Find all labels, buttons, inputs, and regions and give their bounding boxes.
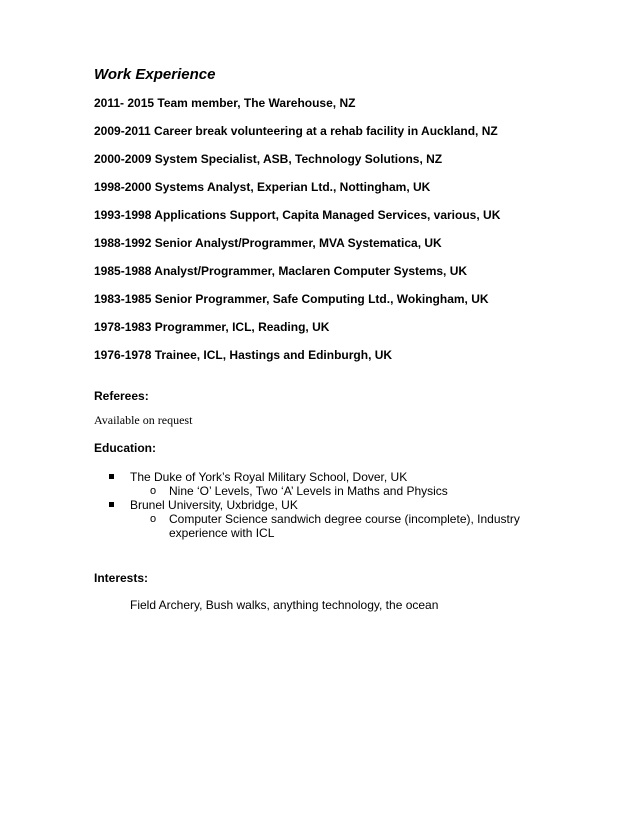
education-detail-list (130, 484, 554, 498)
work-experience-item: 2011- 2015 Team member, The Warehouse, NZ (94, 96, 356, 110)
work-experience-item: 1985-1988 Analyst/Programmer, Maclaren Computer Systems, UK (94, 264, 468, 278)
education-detail-text: Computer Science sandwich degree course (incomplete), Industry experience with ICL (169, 512, 520, 540)
referees-text: Available on request (94, 413, 193, 427)
education-detail-text: Nine ‘O’ Levels, Two ‘A’ Levels in Maths and Physics (169, 484, 448, 498)
education-heading: Education: (94, 441, 156, 455)
work-experience-item: 1978-1983 Programmer, ICL, Reading, UK (94, 320, 330, 334)
school-name: Brunel University, Uxbridge, UK (130, 498, 298, 512)
interests-heading: Interests: (94, 571, 149, 585)
square-bullet-icon (109, 502, 114, 507)
work-experience-item: 1988-1992 Senior Analyst/Programmer, MVA Systematica, UK (94, 236, 442, 250)
work-experience-item: 1993-1998 Applications Support, Capita Managed Services, various, UK (94, 208, 501, 222)
work-experience-item: 1998-2000 Systems Analyst, Experian Ltd., Nottingham, UK (94, 180, 431, 194)
referees-heading: Referees: (94, 389, 149, 403)
work-experience-item: 2009-2011 Career break volunteering at a rehab facility in Auckland, NZ (94, 124, 498, 138)
education-list (94, 470, 554, 540)
work-experience-item: 1983-1985 Senior Programmer, Safe Computing Ltd., Wokingham, UK (94, 292, 489, 306)
circle-bullet-icon: o (150, 513, 157, 525)
work-experience-item: 2000-2009 System Specialist, ASB, Technology Solutions, NZ (94, 152, 443, 166)
work-experience-item: 1976-1978 Trainee, ICL, Hastings and Edinburgh, UK (94, 348, 393, 362)
education-detail (130, 512, 554, 540)
education-item (94, 498, 554, 540)
square-bullet-icon (109, 474, 114, 479)
work-experience-list (94, 96, 614, 376)
education-detail (130, 484, 554, 498)
education-item (94, 470, 554, 498)
circle-bullet-icon: o (150, 485, 157, 497)
education-detail-list (130, 512, 554, 540)
work-experience-heading: Work Experience (94, 66, 216, 83)
interests-text: Field Archery, Bush walks, anything technology, the ocean (130, 598, 439, 612)
school-name: The Duke of York’s Royal Military School, Dover, UK (130, 470, 408, 484)
